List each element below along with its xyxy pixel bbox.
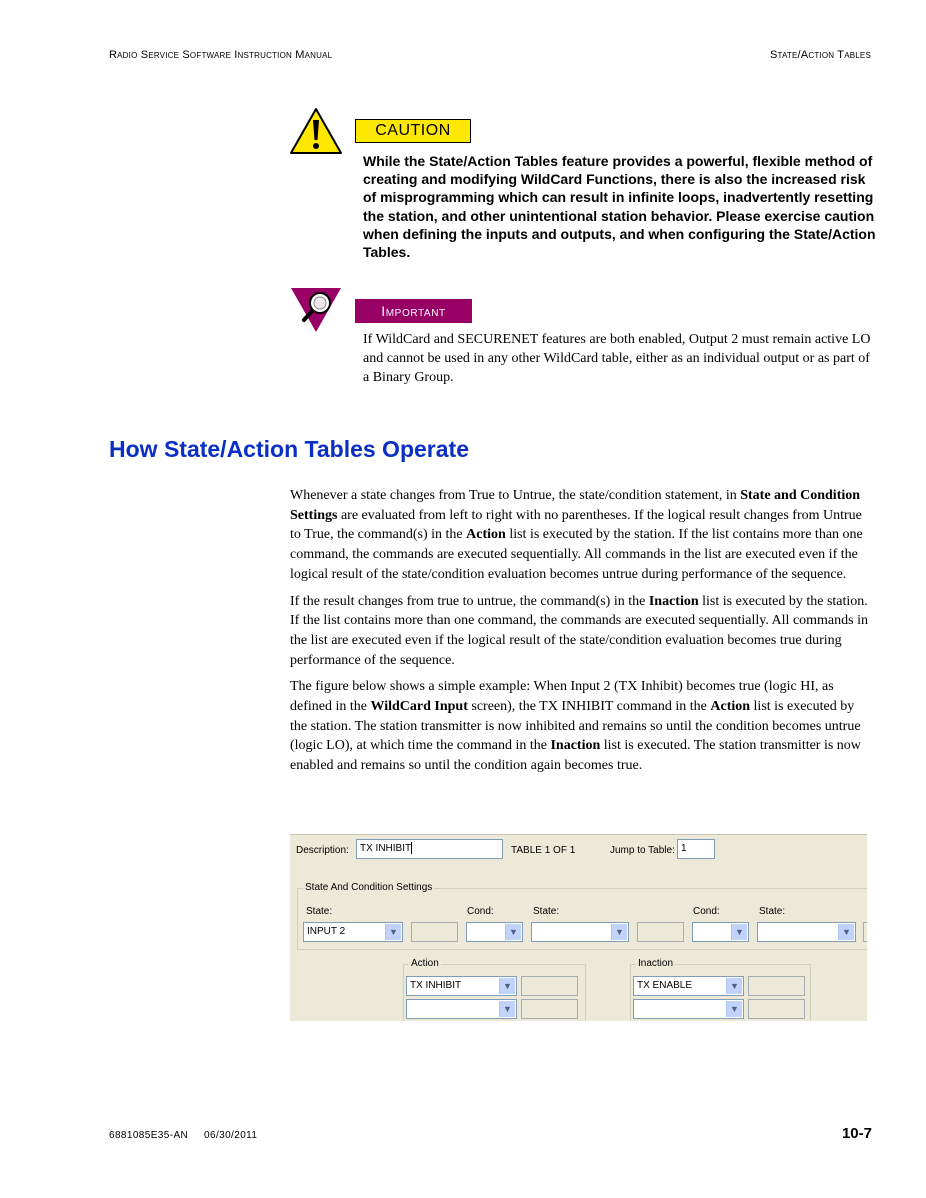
- important-label: Important: [355, 299, 472, 323]
- bold-term: WildCard Input: [370, 699, 468, 715]
- state-label-1: State:: [306, 906, 333, 917]
- inaction-1-value: TX ENABLE: [637, 980, 693, 991]
- chevron-down-icon[interactable]: ▼: [726, 978, 742, 994]
- section-title: How State/Action Tables Operate: [109, 436, 469, 462]
- text: The figure below shows a simple example: When Input 2 (TX Inhibit) becomes true (logic HI, as defined in the: [290, 679, 834, 715]
- chevron-down-icon[interactable]: ▼: [499, 978, 515, 994]
- description-value: TX INHIBIT: [360, 843, 412, 854]
- important-text: If WildCard and SECURENET features are both enabled, Output 2 must remain active LO and cannot be used in any other WildCard table, either as an individual output or as part of a Binary Group.: [363, 332, 871, 385]
- state-3-select[interactable]: [757, 922, 856, 942]
- running-header-left: Radio Service Software Instruction Manual: [109, 49, 333, 61]
- action-2-param: [521, 999, 578, 1019]
- paragraph-2: [290, 592, 872, 671]
- state-3-value-field: [863, 922, 867, 942]
- text: list is executed. The station transmitter is now enabled and remains so until the condition again becomes true.: [290, 738, 861, 774]
- bold-term: Inaction: [550, 738, 601, 754]
- text: are evaluated from left to right with no parentheses. If the logical result changes from Untrue to True, the command(s) in the: [290, 507, 862, 543]
- jump-to-table-label: Jump to Table:: [610, 845, 675, 856]
- caution-text: While the State/Action Tables feature provides a powerful, flexible method of creating and modifying WildCard Functions, there is also the increased risk of misprogramming which can result in infinite loops, inadvertently resetting the station, and other unintentional station behavior. Please exercise caution when defining the inputs and outputs, and when configuring the State/Action Tables.: [363, 153, 876, 261]
- magnifier-important-icon: [290, 287, 342, 333]
- state-1-select[interactable]: [303, 922, 403, 942]
- body-text: [290, 486, 872, 783]
- paragraph-1: [290, 486, 872, 585]
- state-label-2: State:: [533, 906, 560, 917]
- inaction-1-param: [748, 976, 805, 996]
- text: screen), the TX INHIBIT command in the: [467, 699, 711, 715]
- state-1-value: INPUT 2: [307, 926, 346, 937]
- cond-label-1: Cond:: [467, 906, 494, 917]
- chevron-down-icon[interactable]: ▼: [385, 924, 401, 940]
- inaction-2-select[interactable]: [633, 999, 744, 1019]
- chevron-down-icon[interactable]: ▼: [499, 1001, 515, 1017]
- document-number-date: 6881085E35-AN 06/30/2011: [109, 1130, 258, 1141]
- description-input[interactable]: [356, 839, 503, 859]
- text: list is executed by the station. If the list contains more than one command, the commands are executed sequentially. All commands in the list are executed even if the logical result of the state/condition evaluation becomes untrue during performance of the sequence.: [290, 527, 863, 582]
- text: Whenever a state changes from True to Untrue, the state/condition statement, in: [290, 488, 741, 503]
- action-1-select[interactable]: [406, 976, 517, 996]
- cond-2-select[interactable]: [692, 922, 749, 942]
- state-1-value-field: [411, 922, 458, 942]
- bold-term: Action: [466, 527, 506, 543]
- chevron-down-icon[interactable]: ▼: [838, 924, 854, 940]
- text: list is executed by the station. If the list contains more than one command, the commands are executed sequentially. All commands in the list are executed even if the logical result of the state/condition evaluation becomes true during performance of the sequence.: [290, 593, 868, 668]
- action-1-param: [521, 976, 578, 996]
- bold-term: Inaction: [648, 593, 699, 609]
- state-2-value-field: [637, 922, 684, 942]
- state-action-table-screenshot: [290, 834, 867, 1021]
- action-2-select[interactable]: [406, 999, 517, 1019]
- text: list is executed by the station. The station transmitter is now inhibited and remains so until the condition becomes untrue (logic LO), at which time the command in the: [290, 699, 861, 754]
- caution-warning-icon: [289, 107, 343, 155]
- state-label-3: State:: [759, 906, 786, 917]
- chevron-down-icon[interactable]: ▼: [611, 924, 627, 940]
- state-2-select[interactable]: [531, 922, 629, 942]
- bold-term: State and Condition Settings: [290, 488, 861, 523]
- action-title: Action: [411, 958, 439, 969]
- paragraph-3: [290, 677, 872, 776]
- cond-label-2: Cond:: [693, 906, 720, 917]
- inaction-title: Inaction: [638, 958, 674, 969]
- text-caret: [411, 842, 412, 854]
- group-title: State And Condition Settings: [305, 882, 433, 893]
- table-info: TABLE 1 OF 1: [511, 845, 576, 856]
- page-number: 10-7: [841, 1125, 872, 1142]
- inaction-1-select[interactable]: [633, 976, 744, 996]
- jump-to-table-input[interactable]: 1: [677, 839, 715, 859]
- action-1-value: TX INHIBIT: [410, 980, 462, 991]
- chevron-down-icon[interactable]: ▼: [505, 924, 521, 940]
- bold-term: Action: [710, 699, 751, 715]
- chevron-down-icon[interactable]: ▼: [731, 924, 747, 940]
- cond-1-select[interactable]: [466, 922, 523, 942]
- inaction-2-param: [748, 999, 805, 1019]
- running-header-right: State/Action Tables: [769, 49, 871, 61]
- caution-label: CAUTION: [355, 119, 471, 143]
- chevron-down-icon[interactable]: ▼: [726, 1001, 742, 1017]
- description-label: Description:: [296, 845, 349, 856]
- text: If the result changes from true to untrue, the command(s) in the: [290, 593, 649, 609]
